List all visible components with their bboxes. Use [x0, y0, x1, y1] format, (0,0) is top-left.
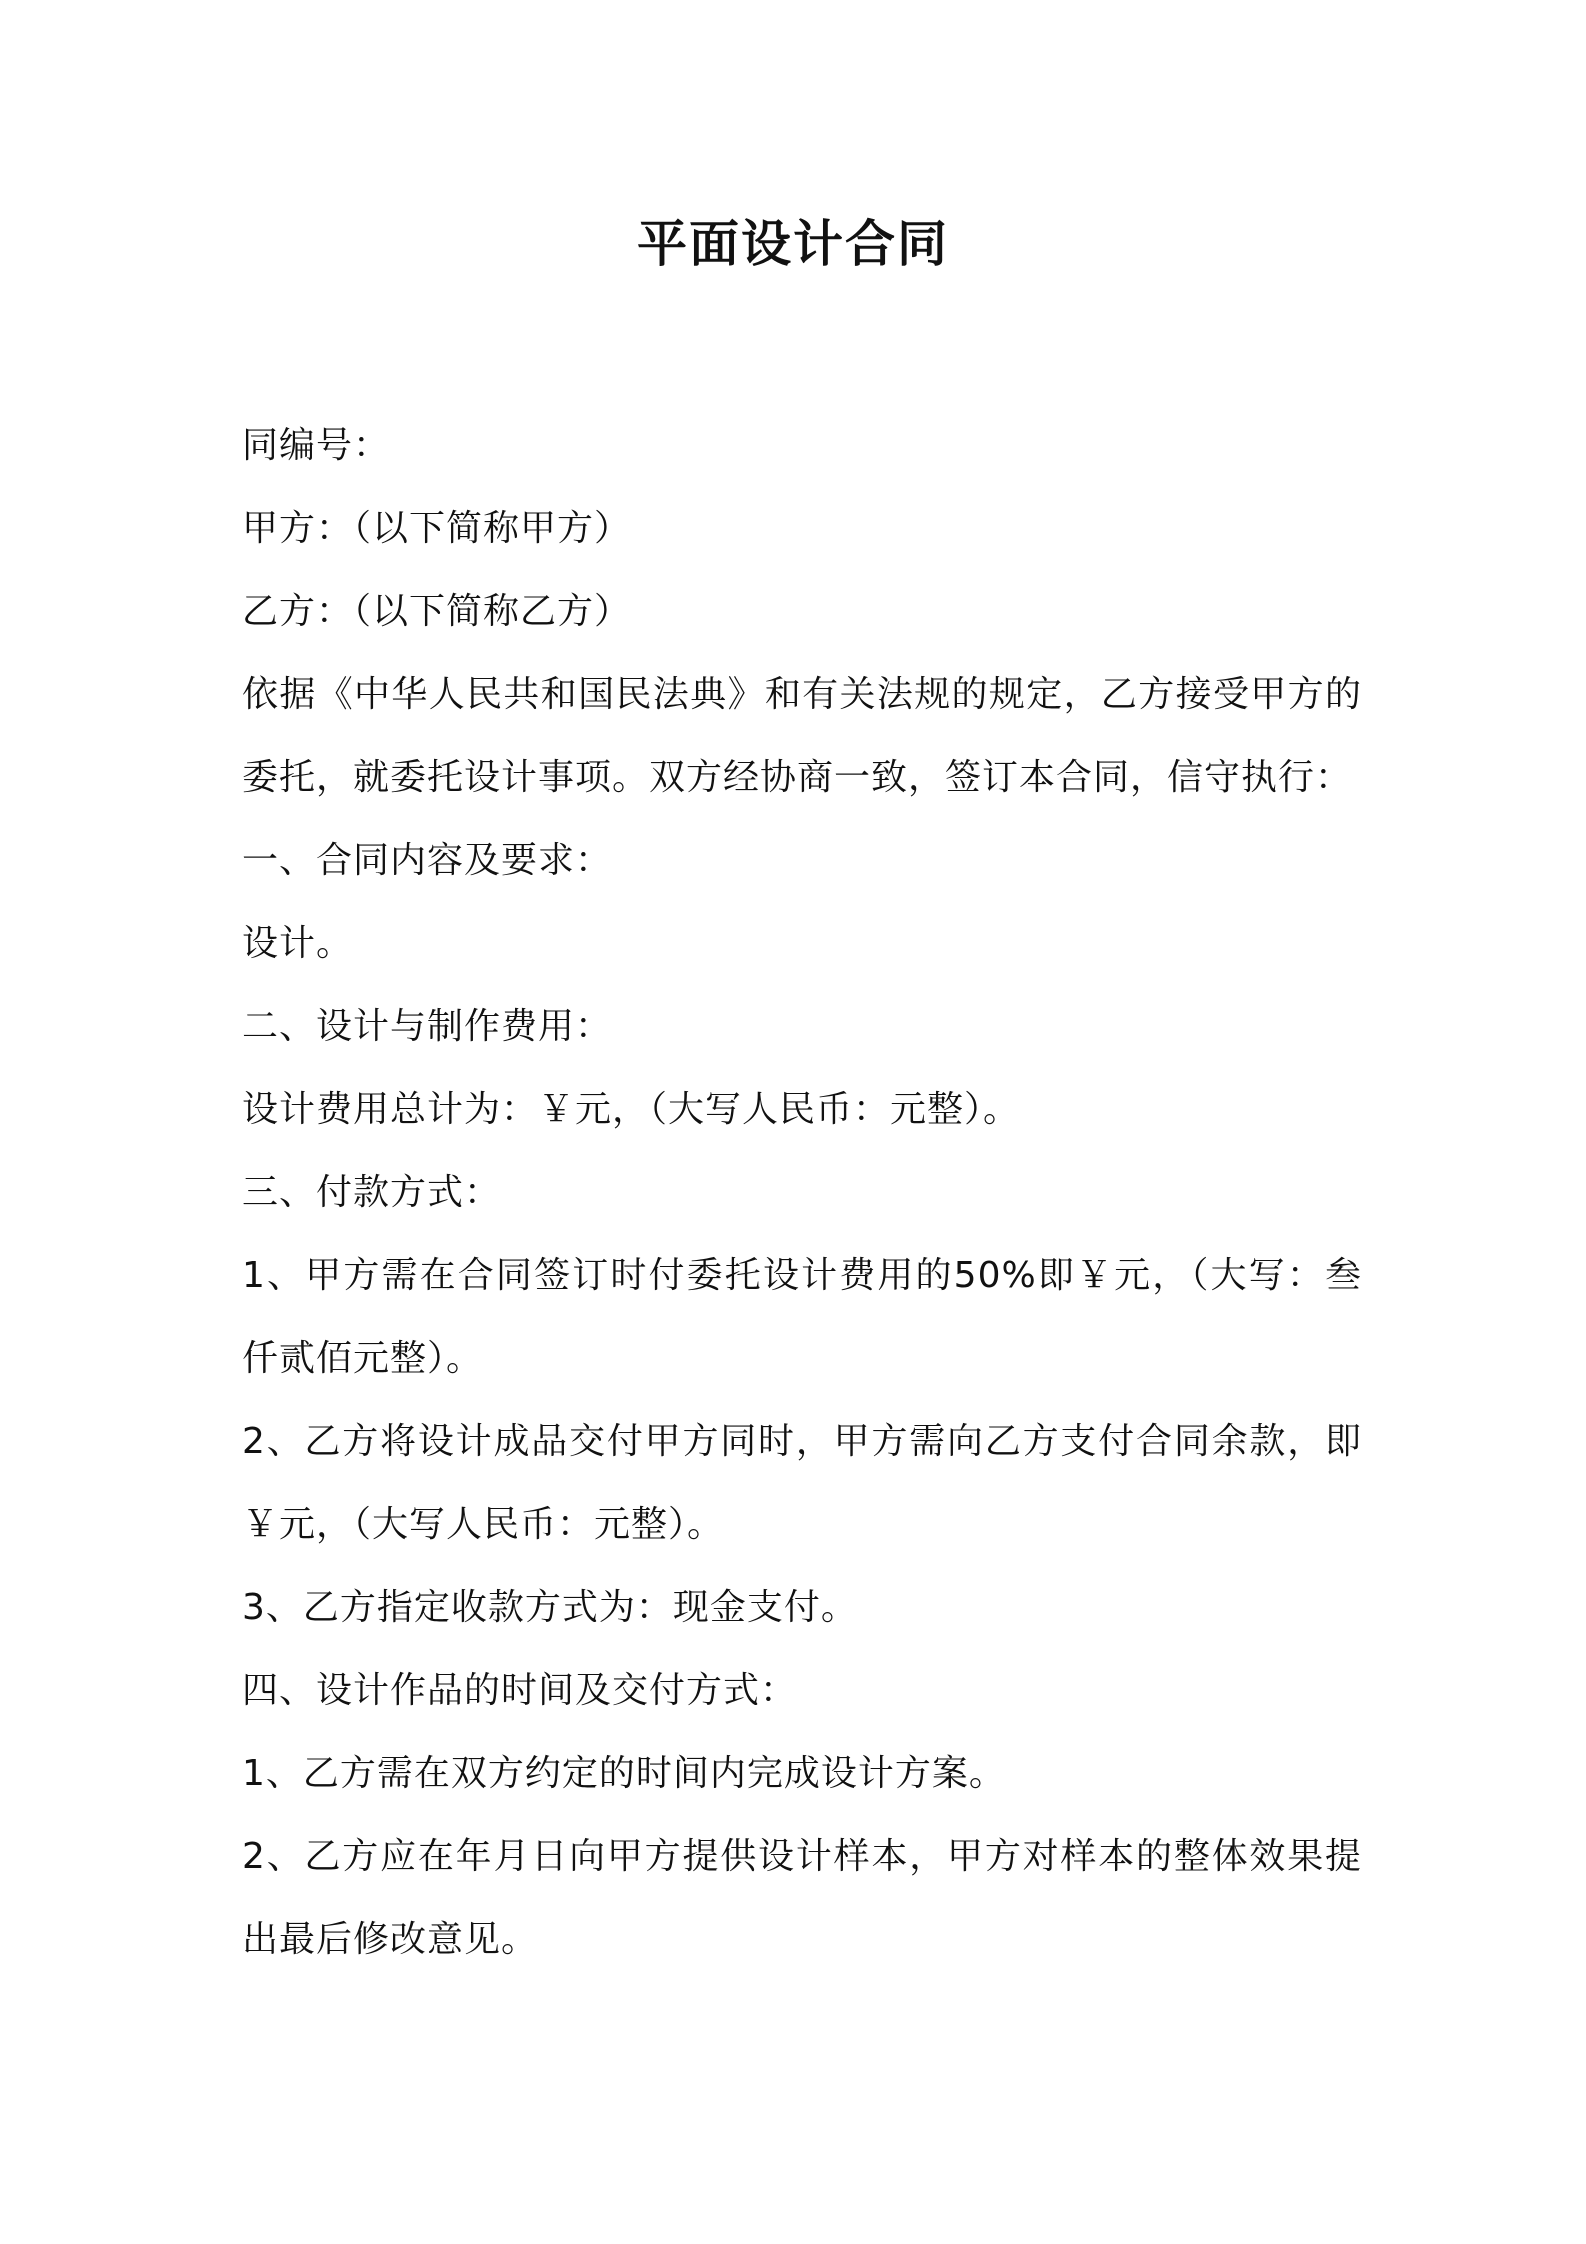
document-title: 平面设计合同	[637, 215, 949, 273]
preamble-paragraph: 依据《中华人民共和国民法典》和有关法规的规定，乙方接受甲方的委托，就委托设计事项。双方经协商一致，签订本合同，信守执行：	[242, 674, 1362, 798]
section-4-item-1: 1、乙方需在双方约定的时间内完成设计方案。	[242, 1753, 1006, 1794]
section-2-body: 设计费用总计为：￥元，（大写人民币：元整）。	[242, 1089, 1021, 1130]
section-3-heading: 三、付款方式：	[242, 1172, 502, 1213]
section-3-item-3: 3、乙方指定收款方式为：现金支付。	[242, 1587, 858, 1628]
section-1-body: 设计。	[242, 923, 354, 964]
party-a-line: 甲方：（以下简称甲方）	[242, 508, 632, 549]
party-b-line: 乙方：（以下简称乙方）	[242, 591, 632, 632]
contract-number-line: 同编号：	[242, 425, 391, 466]
section-4-heading: 四、设计作品的时间及交付方式：	[242, 1670, 798, 1711]
section-4-item-2: 2、乙方应在年月日向甲方提供设计样本，甲方对样本的整体效果提出最后修改意见。	[242, 1836, 1362, 1960]
section-1-heading: 一、合同内容及要求：	[242, 840, 613, 881]
document-body	[242, 404, 1362, 1981]
section-2-heading: 二、设计与制作费用：	[242, 1006, 613, 1047]
section-3-item-2: 2、乙方将设计成品交付甲方同时，甲方需向乙方支付合同余款，即￥元，（大写人民币：元整）。	[242, 1421, 1362, 1545]
section-3-item-1: 1、甲方需在合同签订时付委托设计费用的50%即￥元，（大写：叁仟贰佰元整）。	[242, 1255, 1362, 1379]
